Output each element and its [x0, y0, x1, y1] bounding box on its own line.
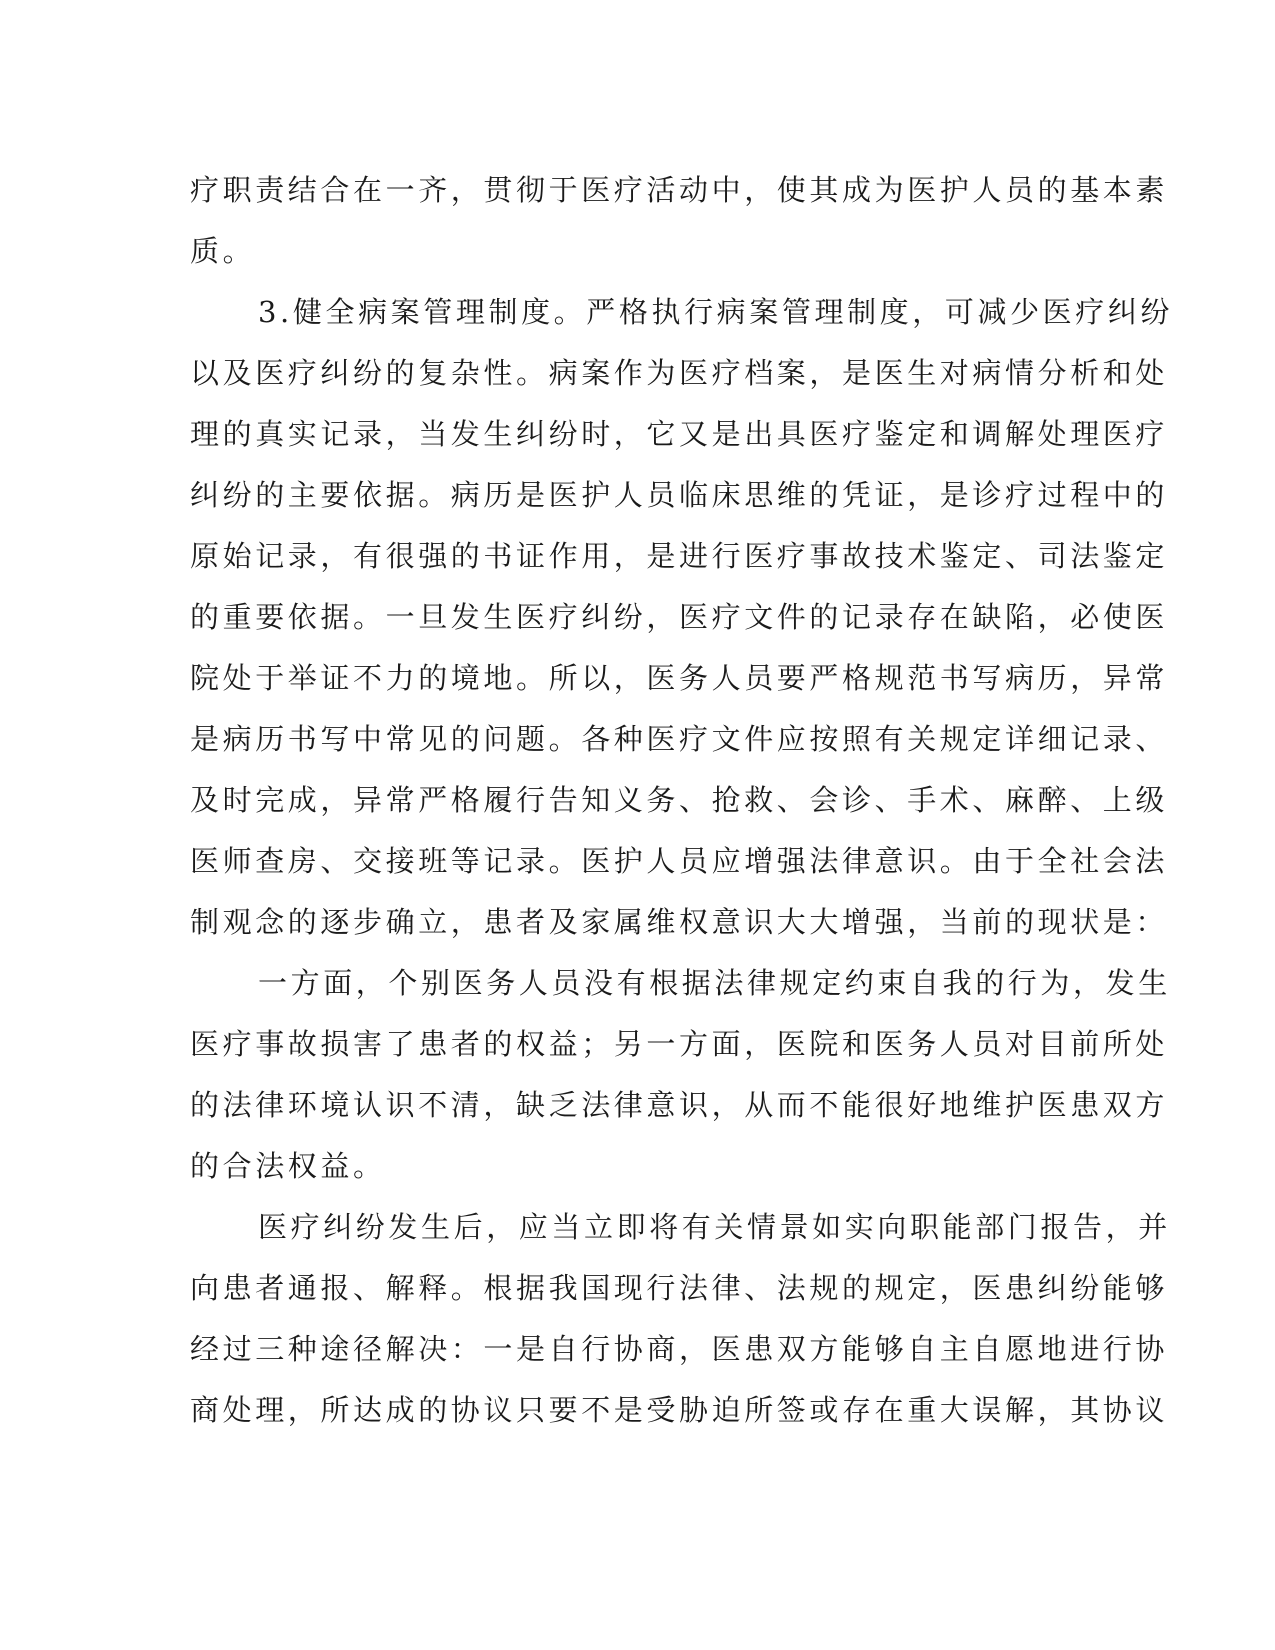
- paragraph-start-line: 医疗纠纷发生后，应当立即将有关情景如实向职能部门报告，并: [258, 1210, 1171, 1244]
- text-line: 的合法权益。: [190, 1149, 386, 1183]
- text-line: 医师查房、交接班等记录。医护人员应增强法律意识。由于全社会法: [190, 844, 1169, 878]
- text-line: 质。: [190, 234, 256, 268]
- text-line: 的重要依据。一旦发生医疗纠纷，医疗文件的记录存在缺陷，必使医: [190, 600, 1169, 634]
- text-line: 向患者通报、解释。根据我国现行法律、法规的规定，医患纠纷能够: [190, 1271, 1169, 1305]
- paragraph-start-line: 3.健全病案管理制度。严格执行病案管理制度，可减少医疗纠纷: [258, 295, 1174, 329]
- text-line: 理的真实记录，当发生纠纷时，它又是出具医疗鉴定和调解处理医疗: [190, 417, 1169, 451]
- text-line: 纠纷的主要依据。病历是医护人员临床思维的凭证，是诊疗过程中的: [190, 478, 1169, 512]
- text-line: 疗职责结合在一齐，贯彻于医疗活动中，使其成为医护人员的基本素: [190, 173, 1169, 207]
- text-line: 商处理，所达成的协议只要不是受胁迫所签或存在重大误解，其协议: [190, 1393, 1169, 1427]
- paragraph-start-line: 一方面，个别医务人员没有根据法律规定约束自我的行为，发生: [258, 966, 1171, 1000]
- text-line: 院处于举证不力的境地。所以，医务人员要严格规范书写病历，异常: [190, 661, 1169, 695]
- text-line: 及时完成，异常严格履行告知义务、抢救、会诊、手术、麻醉、上级: [190, 783, 1169, 817]
- text-line: 制观念的逐步确立，患者及家属维权意识大大增强，当前的现状是：: [190, 905, 1169, 939]
- text-line: 的法律环境认识不清，缺乏法律意识，从而不能很好地维护医患双方: [190, 1088, 1169, 1122]
- text-line: 原始记录，有很强的书证作用，是进行医疗事故技术鉴定、司法鉴定: [190, 539, 1169, 573]
- document-body: [190, 160, 1174, 1441]
- text-line: 是病历书写中常见的问题。各种医疗文件应按照有关规定详细记录、: [190, 722, 1169, 756]
- text-line: 医疗事故损害了患者的权益；另一方面，医院和医务人员对目前所处: [190, 1027, 1169, 1061]
- text-line: 以及医疗纠纷的复杂性。病案作为医疗档案，是医生对病情分析和处: [190, 356, 1169, 390]
- text-line: 经过三种途径解决：一是自行协商，医患双方能够自主自愿地进行协: [190, 1332, 1169, 1366]
